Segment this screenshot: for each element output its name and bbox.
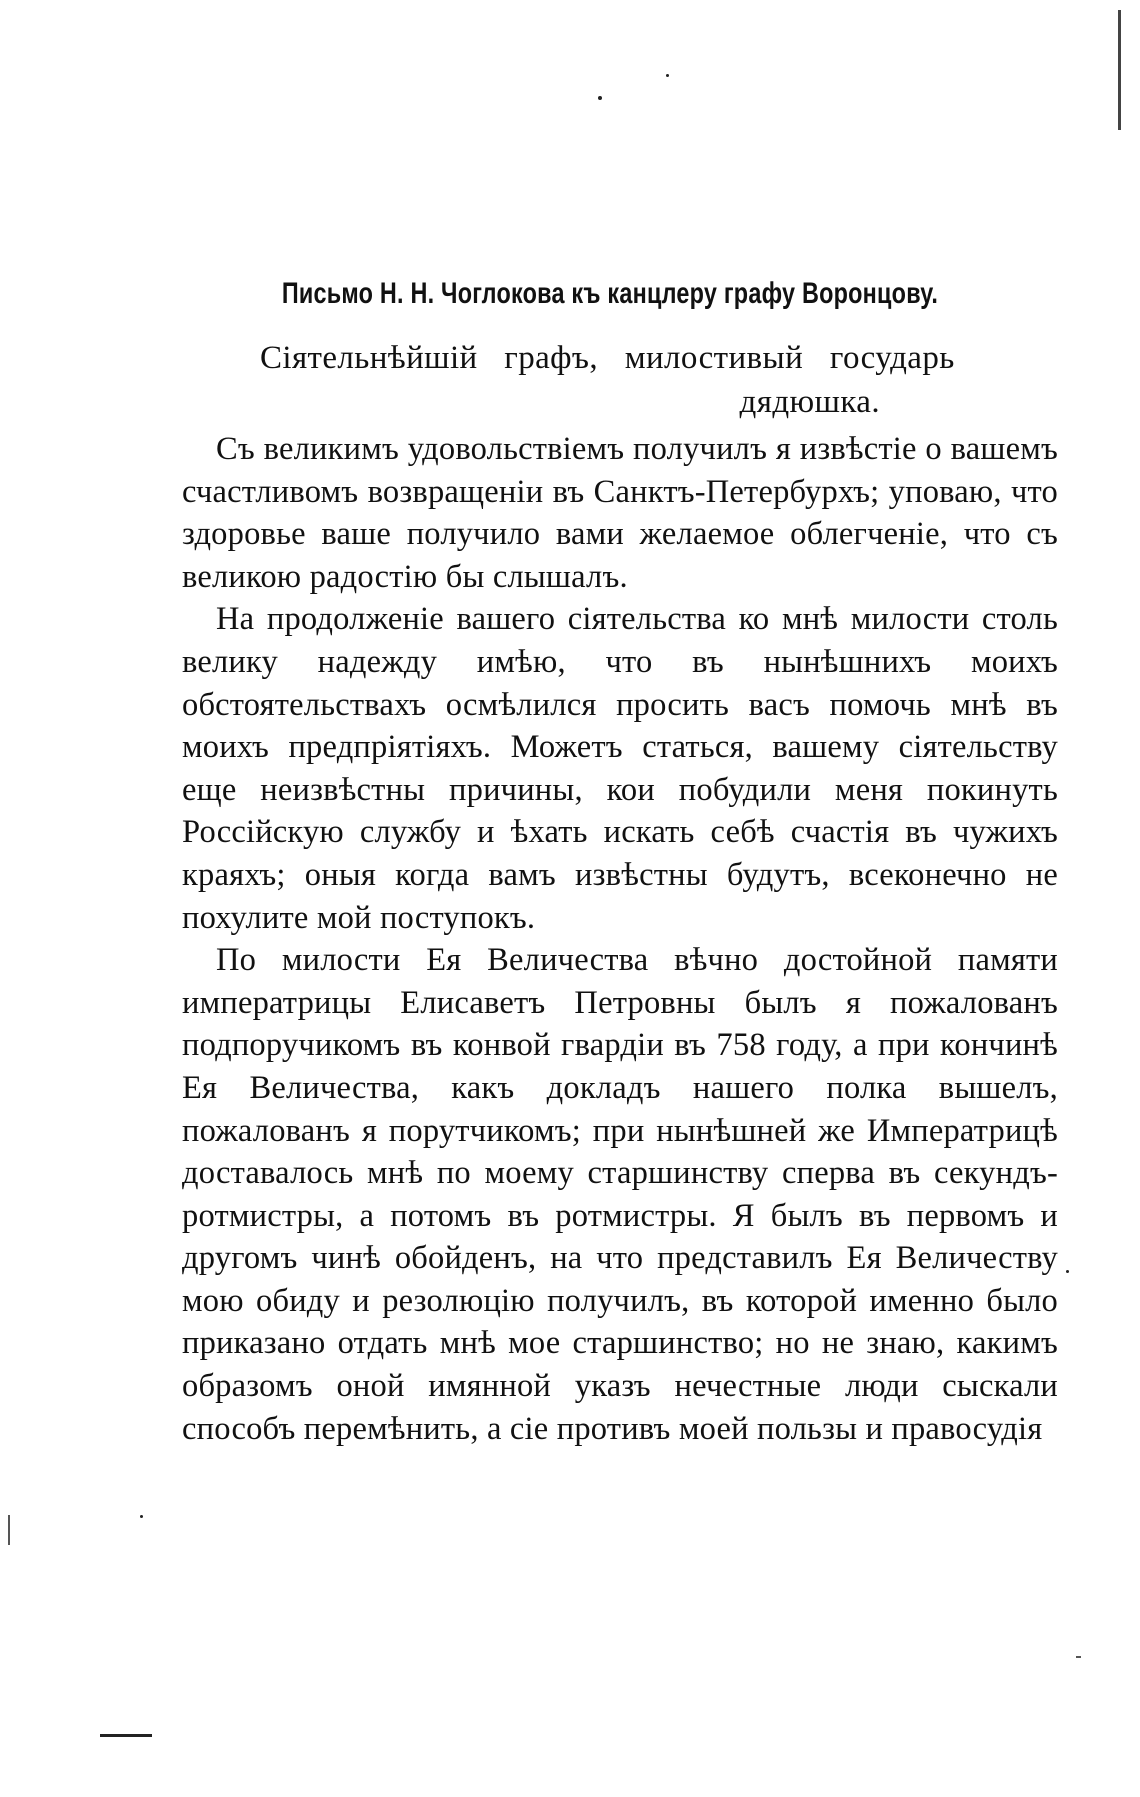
scan-speck (666, 74, 669, 77)
letter-body (182, 428, 1058, 1450)
scan-speck (1118, 10, 1121, 130)
paragraph-3: По милости Ея Величества вѣчно достойной памяти императрицы Елисаветъ Петровны былъ я пожалованъ подпоручикомъ въ конвой гвардіи въ 758 году, а при кончинѣ Ея Величества, какъ докладъ нашего полка вышелъ, пожалованъ я порутчикомъ; при нынѣшней же Императрицѣ доставалось мнѣ по моему старшинству сперва въ секундъ-ротмистры, а потомъ въ ротмистры. Я былъ въ первомъ и другомъ чинѣ обойденъ, на что представилъ Ея Величеству мою обиду и резолюцію получилъ, въ которой именно было приказано отдать мнѣ мое старшинство; но не знаю, какимъ образомъ оной имянной указъ нечестные люди сыскали способъ перемѣнить, а сіе противъ моей пользы и правосудія (182, 942, 1058, 1447)
salutation-line-2: дядюшка. (739, 384, 880, 420)
scan-speck (8, 1515, 10, 1545)
scan-speck (140, 1515, 143, 1518)
paragraph-1: Съ великимъ удовольствіемъ получилъ я извѣстіе о вашемъ счастливомъ возвращеніи въ Санктъ-Петербурхъ; уповаю, что здоровье ваше получило вами желаемое облегченіе, что съ великою радостію бы слышалъ. (182, 431, 1058, 595)
letter-title: Письмо Н. Н. Чоглокова къ канцлеру графу Воронцову. (281, 277, 939, 310)
scan-speck (598, 96, 602, 100)
salutation-line-1: Сіятельнѣйшій графъ, милостивый государь (260, 340, 955, 376)
scan-dash (100, 1734, 152, 1737)
scan-speck (1076, 1656, 1081, 1658)
scan-speck (1066, 1270, 1069, 1273)
paragraph-2: На продолженіе вашего сіятельства ко мнѣ милости столь велику надежду имѣю, что въ нынѣшнихъ моихъ обстоятельствахъ осмѣлился просить васъ помочь мнѣ въ моихъ предпріятіяхъ. Можетъ статься, вашему сіятельству еще неизвѣстны причины, кои побудили меня покинуть Россійскую службу и ѣхать искать себѣ счастія въ чужихъ краяхъ; оныя когда вамъ извѣстны будутъ, всеконечно не похулите мой поступокъ. (182, 601, 1058, 936)
salutation (260, 336, 1020, 424)
